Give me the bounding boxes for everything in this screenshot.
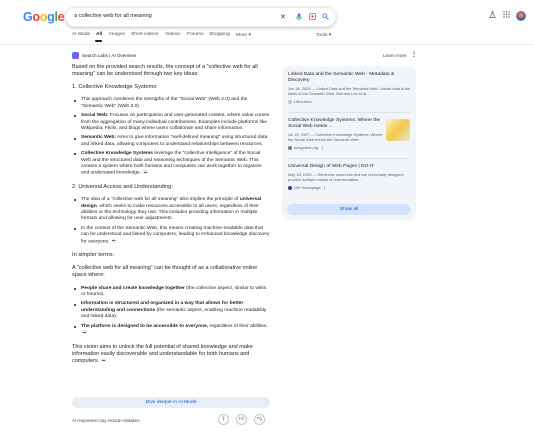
source-thumbnail[interactable]: [386, 119, 410, 141]
more-options-icon[interactable]: ⋮: [320, 145, 325, 151]
share-icon[interactable]: ⇪: [218, 414, 229, 425]
list-item-bold: Semantic Web:: [81, 135, 116, 141]
list-item-text: regardless of their abilities.: [208, 323, 268, 329]
ai-overview-label: Search Labs | AI Overview: [82, 53, 137, 58]
search-box[interactable]: [65, 7, 336, 27]
divider: [0, 44, 534, 45]
search-icon[interactable]: [322, 13, 329, 24]
list-item: [72, 135, 270, 148]
list-item-bold: The platform is designed to be accessible to everyone,: [81, 323, 209, 329]
list-item: [72, 113, 270, 132]
avatar[interactable]: [516, 11, 526, 21]
conclusion-text: [72, 344, 270, 365]
conclusion-label: This vision aims to unlock the full potential of shared knowledge and make information easily discoverable and understandable for both humans and computers.: [72, 343, 253, 364]
logo-letter: G: [23, 10, 33, 24]
list-item-text: Focuses on participation and user-generated content, where value comes from the aggregation of many individual contributions. Examples include platforms like Wikipedia, Flickr, and blogs where users collaborate and share information.: [81, 113, 270, 131]
list-item-text: In the context of the Semantic Web, this means creating machine-readable data that can be understood and linked by computers, leading to enhanced knowledge discovery for everyone.: [81, 225, 270, 244]
list-item: [72, 226, 270, 246]
sources-panel: [282, 66, 416, 220]
learn-more-link[interactable]: Learn more: [383, 53, 407, 58]
logo-letter: o: [32, 10, 40, 24]
apps-icon[interactable]: [503, 11, 510, 20]
source-card[interactable]: [288, 164, 412, 190]
close-icon[interactable]: ✕: [280, 14, 286, 21]
tab-short-videos[interactable]: Short videos: [131, 32, 159, 37]
source-site-name: LibGuides: [294, 99, 312, 105]
chevron-down-icon: ▾: [248, 33, 251, 38]
logo-letter: l: [54, 10, 58, 24]
section-heading: 1. Collective Knowledge Systems:: [72, 84, 158, 91]
list-item-text: This approach combines the strengths of the "Social Web" (Web 2.0) and the "Semantic Web" (Web 3.0).: [81, 97, 248, 109]
section-heading: In simpler terms:: [72, 252, 115, 259]
tab-more-label: More: [236, 33, 248, 38]
more-options-icon[interactable]: ⋮: [411, 52, 417, 58]
tab-shopping[interactable]: Shopping: [209, 32, 230, 37]
link-icon[interactable]: [81, 330, 87, 334]
source-site: [288, 185, 412, 190]
dive-deeper-button[interactable]: Dive deeper in AI Mode: [72, 397, 270, 408]
source-site-name: tomgruber.org: [294, 145, 319, 151]
source-snippet: May 18, 2025 — Electronic resources that are universally designed provide multiple means of representation,...: [288, 172, 404, 183]
favicon-icon: [288, 146, 292, 150]
tab-all[interactable]: All: [96, 32, 103, 37]
labs-icon[interactable]: [489, 11, 496, 20]
source-card[interactable]: [288, 118, 384, 150]
list-item-text: (the semantic aspect, enabling machine readability and linked data).: [81, 307, 267, 320]
ai-overview-content: [72, 64, 270, 371]
ai-overview-icon: [72, 52, 79, 59]
logo-letter: e: [57, 10, 65, 24]
list-item: [72, 286, 270, 299]
tab-forums[interactable]: Forums: [187, 32, 204, 37]
favicon-icon: [288, 186, 292, 190]
tools-label: Tools: [316, 33, 328, 38]
divider: [288, 112, 410, 113]
list-item-text: Aims to give information "well-defined meaning" using structured data and linked data, allowing computers to understand relationships between resources.: [81, 135, 268, 147]
active-tab-indicator: [95, 40, 102, 42]
search-input[interactable]: a collective web for all meaning: [74, 13, 152, 19]
list-item: [72, 97, 270, 110]
source-site: [288, 99, 412, 104]
list-item-bold: Information is structured and organized in a way that allows for better understanding and connections: [81, 301, 244, 313]
list-item-bold: Collective Knowledge Systems: [81, 151, 154, 157]
source-card[interactable]: [288, 72, 412, 104]
chevron-down-icon: ▾: [328, 33, 332, 38]
tab-videos[interactable]: Videos: [165, 32, 180, 37]
link-icon[interactable]: [142, 170, 148, 174]
list-item-text: leverage the "collective intelligence" of the Social Web and the structured data and reasoning techniques of the Semantic Web. This creates a system where both humans and computers can work together to organize and understand knowledge.: [81, 151, 262, 176]
list-item-bold: Social Web:: [81, 113, 109, 119]
section-list: [72, 97, 270, 177]
lens-icon[interactable]: [309, 13, 316, 24]
link-icon[interactable]: [111, 239, 117, 243]
section-list: [72, 197, 270, 245]
list-item-bold: universal design: [81, 197, 262, 209]
simpler-intro: A "collective web for all meaning" can be thought of as a collaborative online space where:: [72, 265, 258, 279]
show-all-button[interactable]: Show all: [287, 204, 411, 215]
section-list: [72, 286, 270, 337]
section-heading: 2. Universal Access and Understanding:: [72, 184, 173, 191]
mic-icon[interactable]: [296, 13, 302, 25]
source-title[interactable]: Linked Data and the Semantic Web - Metadata & Discovery: [288, 72, 395, 84]
thumbs-up-icon[interactable]: 👍︎: [236, 414, 247, 425]
tab-images[interactable]: Images: [109, 32, 126, 37]
source-snippet: Jun 18, 2025 — Linked Data and the Semantic Web. Linked data is the basis of the Semantic Web. Berners-Lee et al. ...: [288, 86, 411, 97]
list-item: [72, 301, 270, 320]
list-item-bold: People share and create knowledge together: [81, 285, 185, 291]
source-snippet: Jul 15, 2007 — Collective Knowledge Systems: Where the Social Web meets the Semantic Web.: [288, 132, 383, 143]
disclaimer-text: AI responses may include mistakes.: [72, 418, 141, 423]
logo-letter: g: [47, 10, 55, 24]
more-options-icon[interactable]: ⋮: [322, 185, 327, 191]
search-tabs: [72, 32, 332, 42]
header: [0, 0, 534, 30]
list-item-text: The idea of a "collective web for all meaning" also implies the principle of: [81, 197, 240, 203]
source-site-name: UW Homepage: [294, 185, 321, 191]
source-title[interactable]: Collective Knowledge Systems: Where the Social Web meets ...: [288, 118, 381, 130]
logo-letter: o: [39, 10, 48, 24]
list-item: [72, 151, 270, 177]
favicon-icon: [288, 100, 292, 104]
tools-button[interactable]: [316, 32, 331, 38]
source-site: [288, 145, 384, 150]
list-item-text: (the collective aspect, similar to wikis or forums).: [81, 285, 267, 297]
list-item-text: , which seeks to make resources accessible to all users, regardless of their abilities or the technology they use. This includes providing information in multiple formats and allowing for user adjustments.: [81, 203, 259, 222]
tab-ai-mode[interactable]: AI Mode: [72, 32, 91, 37]
list-item: [72, 197, 270, 223]
list-item: [72, 324, 270, 337]
google-logo[interactable]: [23, 10, 64, 24]
divider: [288, 158, 410, 159]
link-icon[interactable]: [101, 358, 107, 362]
source-title[interactable]: Universal Design of Web Pages | DO-IT: [288, 164, 375, 169]
tab-more[interactable]: [236, 32, 251, 38]
intro-text: Based on the provided search results, the concept of a "collective web for all meaning" can be understood through two key ideas:: [72, 64, 258, 78]
thumbs-down-icon[interactable]: 👎︎: [254, 414, 265, 425]
